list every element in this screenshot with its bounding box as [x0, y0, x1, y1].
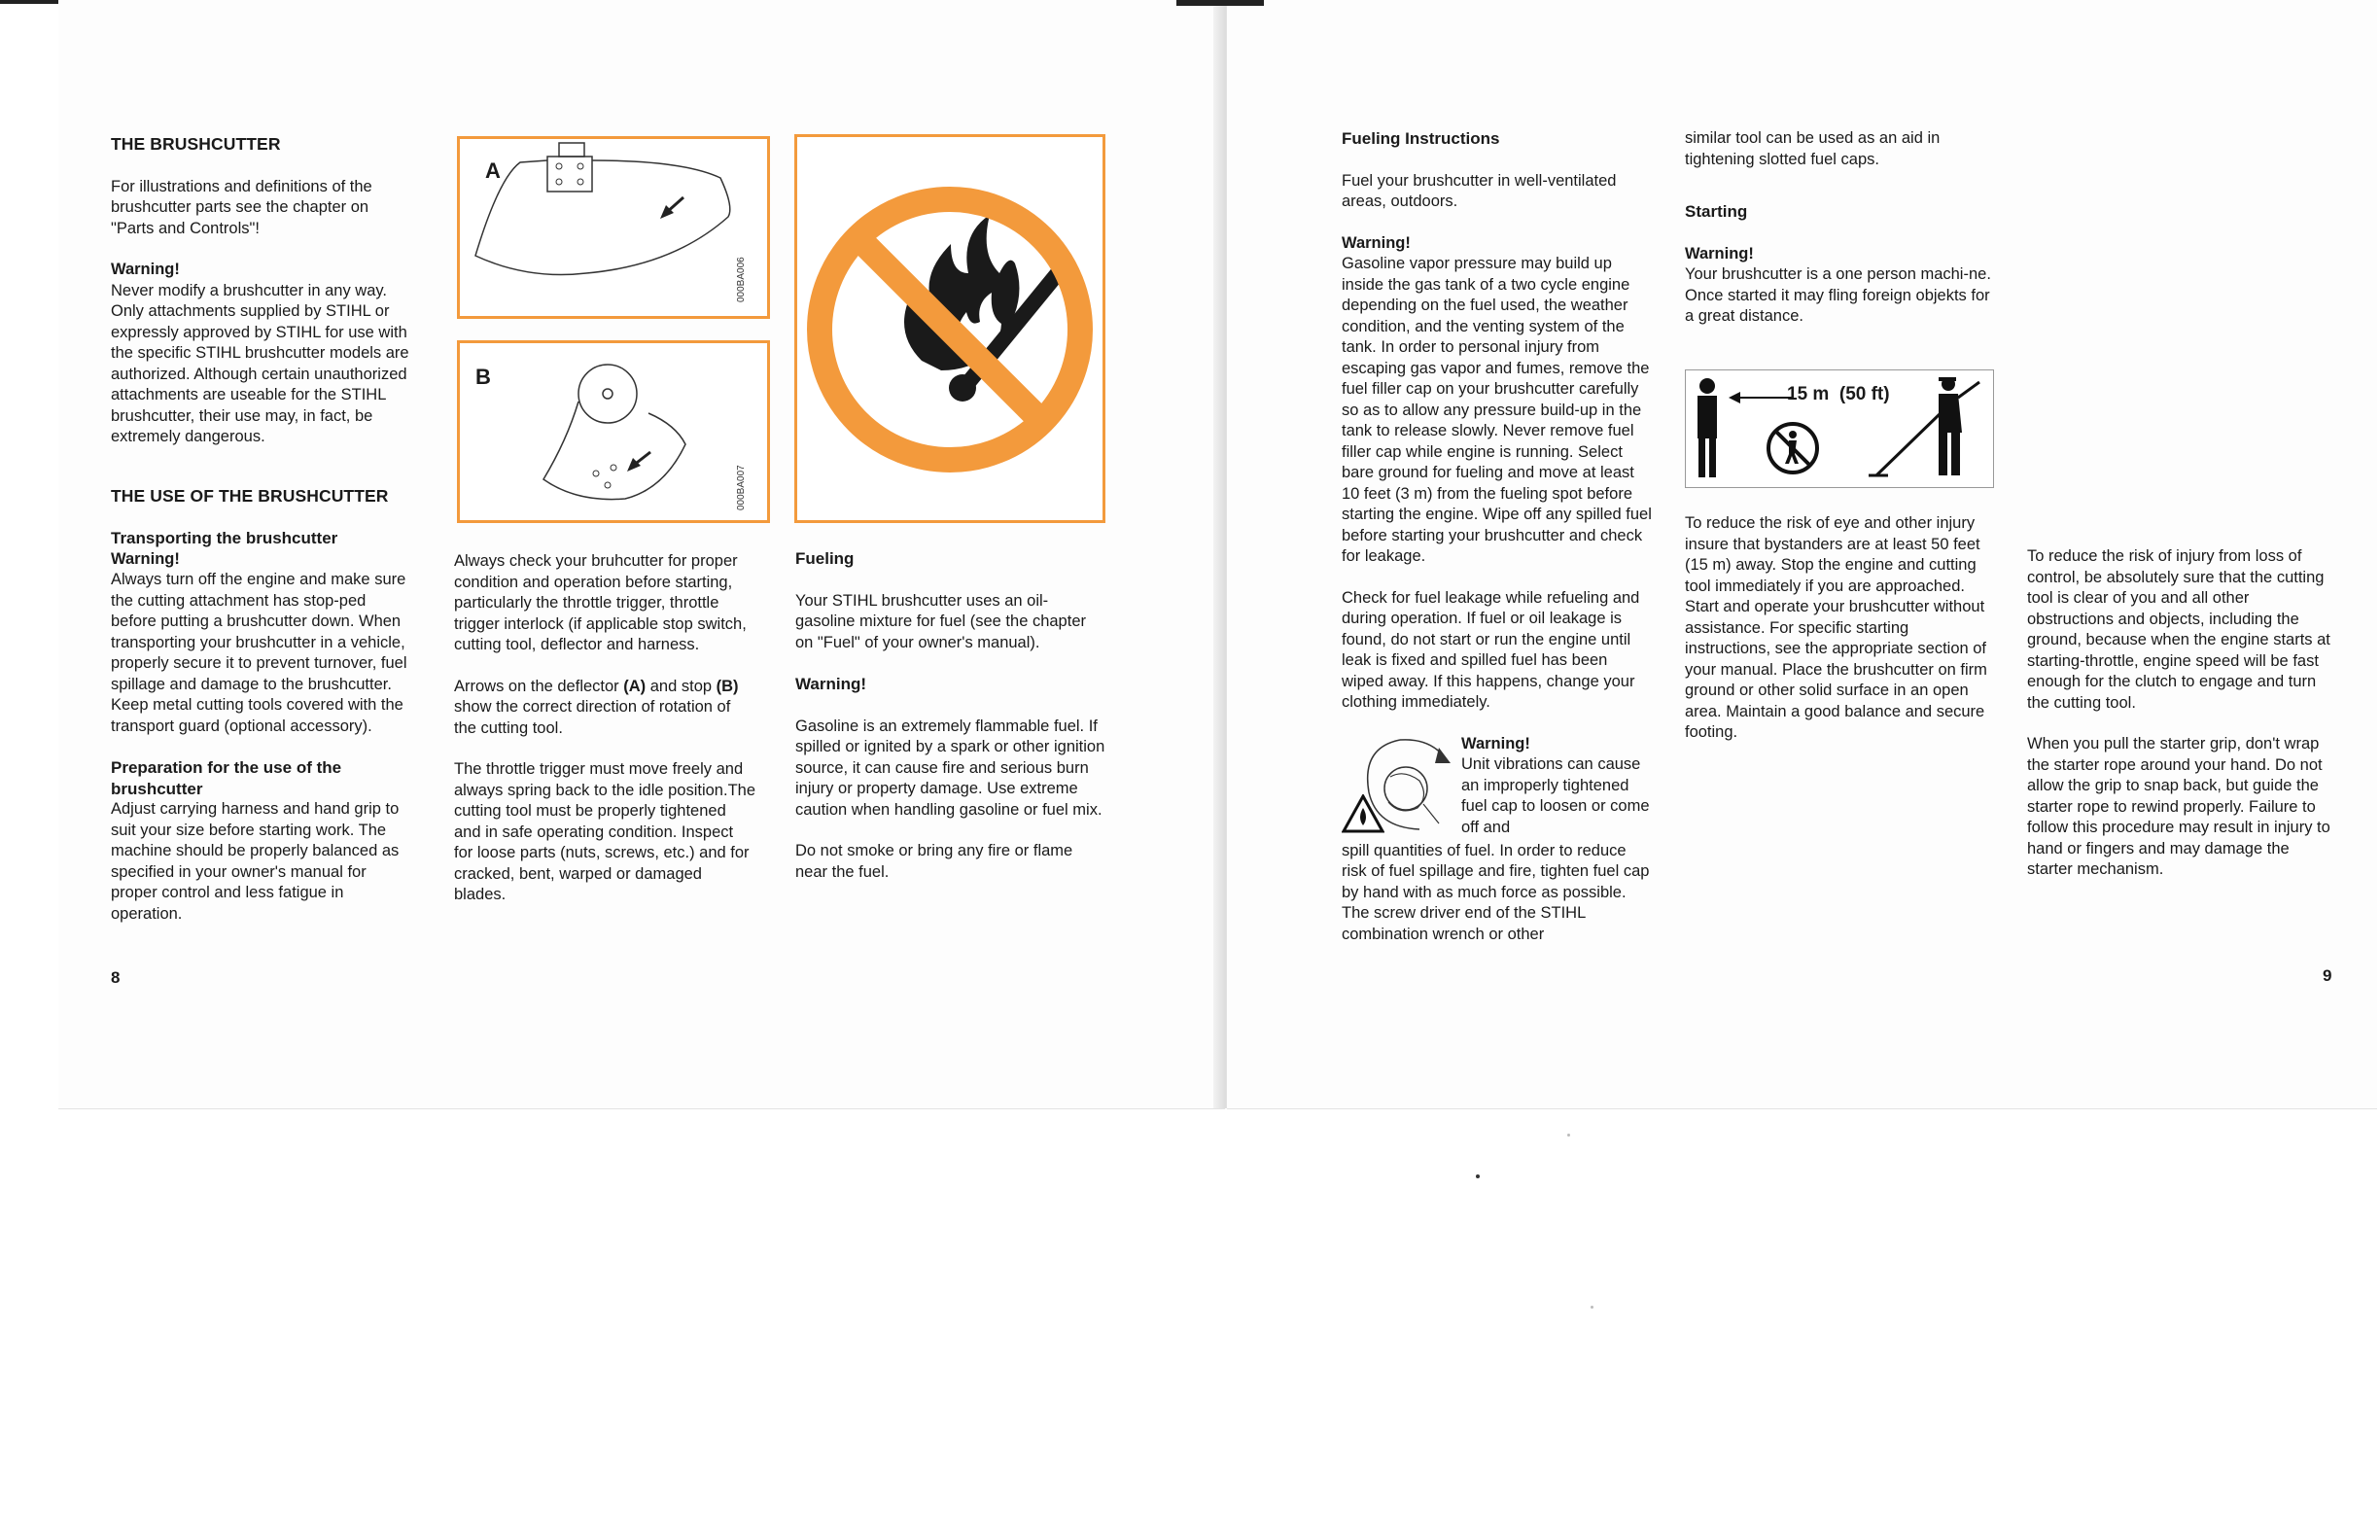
warning-label: Warning!: [111, 261, 180, 278]
scan-top-edge-right: [1176, 0, 1264, 6]
vibration-warning-label: Warning!: [1461, 734, 1530, 752]
page-number-right: 9: [2323, 966, 2332, 985]
left-column-3: [795, 548, 1106, 903]
starting-heading: Starting: [1685, 202, 1748, 221]
section-heading-brushcutter: THE BRUSHCUTTER: [111, 134, 281, 154]
arrows-ref-a: (A): [623, 677, 647, 695]
subheading-preparation: Preparation for the use of the brushcutter: [111, 758, 342, 798]
subheading-transporting: Transporting the brushcutter: [111, 529, 338, 547]
stop-diagram: [460, 343, 767, 520]
figure-a-letter: A: [485, 158, 501, 183]
starter-grip-paragraph: When you pull the starter grip, don't wrap the starter rope around your hand. Do not allow the grip to snap back, but guide the starter rope to rewind properly. Failure to follow this procedure may result in injury to hand or fingers and may damage the starter mechanism.: [2027, 735, 2330, 878]
vibration-warning-block: [1342, 734, 1653, 841]
control-paragraph: To reduce the risk of injury from loss of control, be absolutely sure that the cutting tool is clear of you and all other obstructions and objects, including the ground, because when the engine starts at starting-throttle, engine speed will be fast enough for the clutch to engage and turn the cutting tool.: [2027, 547, 2330, 712]
transport-warning-label: Warning!: [111, 549, 180, 568]
vapor-warning-label: Warning!: [1342, 233, 1411, 252]
ventilated-paragraph: Fuel your brushcutter in well-ventilated areas, outdoors.: [1342, 171, 1617, 210]
no-smoke-paragraph: Do not smoke or bring any fire or flame near the fuel.: [795, 842, 1073, 881]
fueling-paragraph: Your STIHL brushcutter uses an oil-gasoline mixture for fuel (see the chapter on "Fuel" of your owner's manual).: [795, 591, 1086, 651]
arrows-text-2: and stop: [646, 677, 717, 695]
left-column-2: [454, 551, 755, 927]
right-column-2-lower: [1685, 513, 1996, 764]
warning-triangle-icon: [1342, 794, 1384, 833]
tool-aid-paragraph: similar tool can be used as an aid in tightening slotted fuel caps.: [1685, 129, 1941, 168]
leakage-paragraph: Check for fuel leakage while refueling and during operation. If fuel or oil leakage is found, do not start or run the engine until leak is fixed and spilled fuel has been wiped away. If this happens, change your clothing immediately.: [1342, 588, 1640, 711]
figure-b-stop: [457, 340, 770, 523]
preparation-text: Adjust carrying harness and hand grip to suit your size before starting work. The machine should be properly balanced as specified in your owner's manual for proper control and less fatigue in operation.: [111, 800, 400, 923]
right-column-1: [1342, 128, 1653, 965]
arrows-text-1: Arrows on the deflector: [454, 677, 624, 695]
scan-speck: [1591, 1306, 1593, 1309]
figure-b-letter: B: [475, 365, 491, 389]
page-number-left: 8: [111, 968, 121, 987]
fueling-warning-label: Warning!: [795, 675, 867, 693]
bystander-icon: [1690, 376, 1729, 483]
figure-b-code: 000BA007: [736, 465, 747, 510]
scan-speck: [1476, 1174, 1480, 1178]
warning-text: Never modify a brushcutter in any way. Only attachments supplied by STIHL or expressly approved by STIHL for use with the specific STIHL brushcutter models are authorized. Although certain unauthorized attachments are useable for the STIHL brushcutter, their use may, in fact, be extremely dangerous.: [111, 281, 409, 445]
figure-a-deflector: [457, 136, 770, 319]
right-column-3: [2027, 546, 2338, 901]
gasoline-paragraph: Gasoline is an extremely flammable fuel. If spilled or ignited by a spark or other ignition source, it can cause fire and serious burn injury or property damage. Use extreme caution when handling gasoline or fuel mix.: [795, 717, 1105, 819]
right-column-2: [1685, 128, 1996, 348]
distance-pictogram: [1685, 369, 1994, 488]
vibration-warning-text: Unit vibrations can cause an improperly tightened fuel cap to loosen or come off and: [1461, 755, 1650, 836]
no-person-icon: [1764, 419, 1822, 477]
check-paragraph: Always check your bruhcutter for proper condition and operation before starting, particularly the throttle trigger, throttle trigger interlock (if applicable stop switch, cutting tool, deflector and harness.: [454, 552, 747, 653]
fuel-cap-paragraph: spill quantities of fuel. In order to reduce risk of fuel spillage and fire, tighten fuel cap by hand with as much force as possible. The screw driver end of the STIHL combination wrench or other: [1342, 841, 1650, 943]
section-heading-use: THE USE OF THE BRUSHCUTTER: [111, 485, 389, 506]
transport-text: Always turn off the engine and make sure the cutting attachment has stop-ped before putting a brushcutter down. When transporting your brushcutter in a vehicle, properly secure it to prevent turnover, fuel spillage and damage to the brushcutter. Keep metal cutting tools covered with the transport guard (optional accessory).: [111, 571, 407, 735]
scan-speck: [1567, 1134, 1570, 1137]
intro-paragraph: For illustrations and definitions of the brushcutter parts see the chapter on "Parts and Controls"!: [111, 177, 372, 237]
fueling-instructions-heading: Fueling Instructions: [1342, 129, 1500, 148]
bystanders-paragraph: To reduce the risk of eye and other injury insure that bystanders are at least 50 feet (15 m) away. Stop the engine and cutting tool immediately if you are approached. Start and operate your brushcutter without assistance. For specific starting instructions, see the appropriate section of your manual. Place the brushcutter on firm ground or other solid surface in an open area. Maintain a good balance and secure footing.: [1685, 514, 1987, 741]
figure-a-code: 000BA006: [736, 257, 747, 302]
starting-warning-text: Your brushcutter is a one person machi-ne. Once started it may fling foreign objekts for a great distance.: [1685, 265, 1991, 325]
starting-warning-label: Warning!: [1685, 244, 1754, 262]
deflector-diagram: [460, 139, 767, 316]
distance-label: 15 m (50 ft): [1787, 384, 1890, 404]
operator-icon: [1867, 374, 1993, 483]
arrows-text-3: show the correct direction of rotation of the cutting tool.: [454, 698, 731, 737]
arrows-ref-b: (B): [716, 677, 739, 695]
vapor-warning-text: Gasoline vapor pressure may build up inside the gas tank of a two cycle engine depending on the fuel used, the weather condition, and the venting system of the tank. In order to personal injury from escaping gas vapor and fumes, remove the fuel filler cap on your brushcutter carefully so as to allow any pressure build-up in the tank to release slowly. Never remove fuel filler cap while engine is running. Select bare ground for fueling and move at least 10 feet (3 m) from the fueling spot before starting the engine. Wipe off any spilled fuel before starting your brushcutter and check for leakage.: [1342, 255, 1652, 565]
no-open-flame-icon: [797, 137, 1102, 520]
arrows-paragraph: [454, 677, 755, 740]
left-column-1: [111, 134, 412, 945]
no-flame-figure: [794, 134, 1105, 523]
throttle-paragraph: The throttle trigger must move freely and always spring back to the idle position.The cutting tool must be properly tightened and in safe operating condition. Inspect for loose parts (nuts, screws, etc.) and for cracked, bent, warped or damaged blades.: [454, 760, 756, 903]
fueling-heading: Fueling: [795, 549, 855, 568]
